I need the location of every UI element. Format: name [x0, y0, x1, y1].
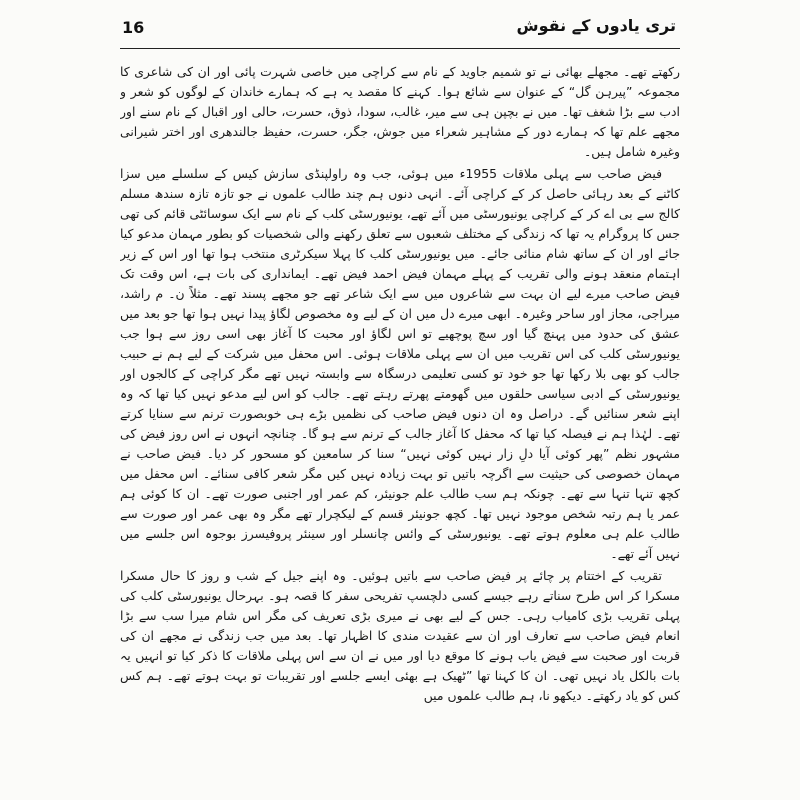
page-header: [120, 14, 680, 49]
paragraph: فیض صاحب سے پہلی ملاقات 1955ء میں ہوئی، جب وہ راولپنڈی سازش کیس کے سلسلے میں سزا کاٹنے کے بعد رہائی حاصل کر کے کراچی آئے۔ انہی دنوں ہم چند طالب علموں نے جو تازہ تازہ سندھ مسلم کالج سے بی اے کر کے کراچی یونیورسٹی میں آئے تھے، یونیورسٹی کلب کے نام سے ایک سوسائٹی قائم کی تھی جس کا پروگرام یہ تھا کہ زندگی کے مختلف شعبوں سے تعلق رکھنے والی شخصیات کو بطور مہمان مدعو کیا جائے اور ان کے ساتھ شام منائی جائے۔ میں یونیورسٹی کلب کا پہلا سیکرٹری منتخب ہوا تھا اور اس کے زیر اہتمام منعقد ہونے والی تقریب کے پہلے مہمان فیض احمد فیض تھے۔ ایمانداری کی بات ہے، اس وقت تک فیض صاحب میرے لیے ان بہت سے شاعروں میں سے ایک شاعر تھے جو مجھے پسند تھے۔ مثلاً ن۔ م راشد، میراجی، مجاز اور ساحر وغیرہ۔ ابھی میرے دل میں ان کے لیے وہ مخصوص لگاؤ پیدا نہیں ہوا تھا جو بعد میں عشق کی حدود میں پہنچ گیا اور سچ پوچھیے تو اس لگاؤ اور محبت کا آغاز بھی اسی روز سے ہوا جب یونیورسٹی کلب کی اس تقریب میں ان سے پہلی ملاقات ہوئی۔ اس محفل میں شرکت کے لیے ہم نے حبیب جالب کو بھی بلا رکھا تھا جو خود تو کسی تعلیمی درسگاہ سے وابستہ نہیں تھے مگر کراچی کے کالجوں اور یونیورسٹی کے ادبی سیاسی حلقوں میں گھومتے پھرتے رہتے تھے۔ جالب کو اس لیے مدعو نہیں کیا تھا کہ وہ اپنے شعر سنائیں گے۔ دراصل وہ ان دنوں فیض صاحب کی نظمیں بڑے ہی خوبصورت ترنم سے سنایا کرتے تھے۔ لہٰذا ہم نے فیصلہ کیا تھا کہ محفل کا آغاز جالب کے ترنم سے ہو گا۔ چنانچہ انہوں نے اس روز فیض کی مشہور نظم ”پھر کوئی آیا دلِ زار نہیں کوئی نہیں“ سنا کر سامعین کو مسحور کر دیا۔ فیض صاحب نے مہمان خصوصی کی حیثیت سے اگرچہ باتیں تو بہت زیادہ نہیں کیں مگر شعر کافی سنائے۔ اس محفل میں کچھ تنہا تنہا سے تھے۔ چونکہ ہم سب طالب علم جونیئر، کم عمر اور اجنبی صورت تھے۔ ان کا کوئی ہم عمر یا ہم رتبہ شخص موجود نہیں تھا۔ کچھ جونیئر قسم کے لیکچرار تھے مگر وہ بھی عمر اور صورت سے طالب علم ہی معلوم ہوتے تھے۔ یونیورسٹی کے وائس چانسلر اور سینئر پروفیسرز بوجوہ اس جلسے میں نہیں آئے تھے۔: [120, 166, 680, 561]
paragraph: تقریب کے اختتام پر چائے پر فیض صاحب سے باتیں ہوئیں۔ وہ اپنے جیل کے شب و روز کا حال مسکرا مسکرا کر اس طرح سناتے رہے جیسے کسی دلچسپ تفریحی سفر کا قصہ ہو۔ بہرحال یونیورسٹی کلب کی پہلی تقریب بڑی کامیاب رہی۔ جس کے لیے بھی نے میری بڑی تعریف کی مگر اس شام میرا سب سے بڑا انعام فیض صاحب سے تعارف اور ان سے عقیدت مندی کا اظہار تھا۔ بعد میں جب زندگی نے مجھے ان کی قربت اور صحبت سے فیض یاب ہونے کا موقع دیا اور میں نے ان سے اس پہلی ملاقات کا ذکر کیا تو انہیں یہ بات بالکل یاد نہیں تھی۔ ان کا کہنا تھا ”ٹھیک ہے بھئی ایسے جلسے اور تقریبات تو بہت ہوتے تھے۔ ہم کس کس کو یاد رکھتے۔ دیکھو نا، ہم طالب علموں میں: [120, 568, 680, 703]
page-number: 16: [122, 18, 145, 37]
page-body: [120, 62, 680, 786]
paragraph: رکھتے تھے۔ مجھلے بھائی نے تو شمیم جاوید کے نام سے کراچی میں خاصی شہرت پائی اور ان کی شاعری کا مجموعہ ”پیرہن گل“ کے عنوان سے شائع ہوا۔ کہنے کا مقصد یہ ہے کہ ہمارے خاندان کے لوگوں کو شعر و ادب سے بڑا شغف تھا۔ میں نے بچپن ہی سے میر، غالب، سودا، ذوق، حسرت، حالی اور اقبال کے نام سنے اور مجھے علم تھا کہ ہمارے دور کے مشاہیر شعراء میں جوش، جگر، حسرت، حفیظ جالندھری اور اختر شیرانی وغیرہ شامل ہیں۔: [120, 64, 680, 159]
running-title: تری یادوں کے نقوش: [516, 16, 676, 35]
